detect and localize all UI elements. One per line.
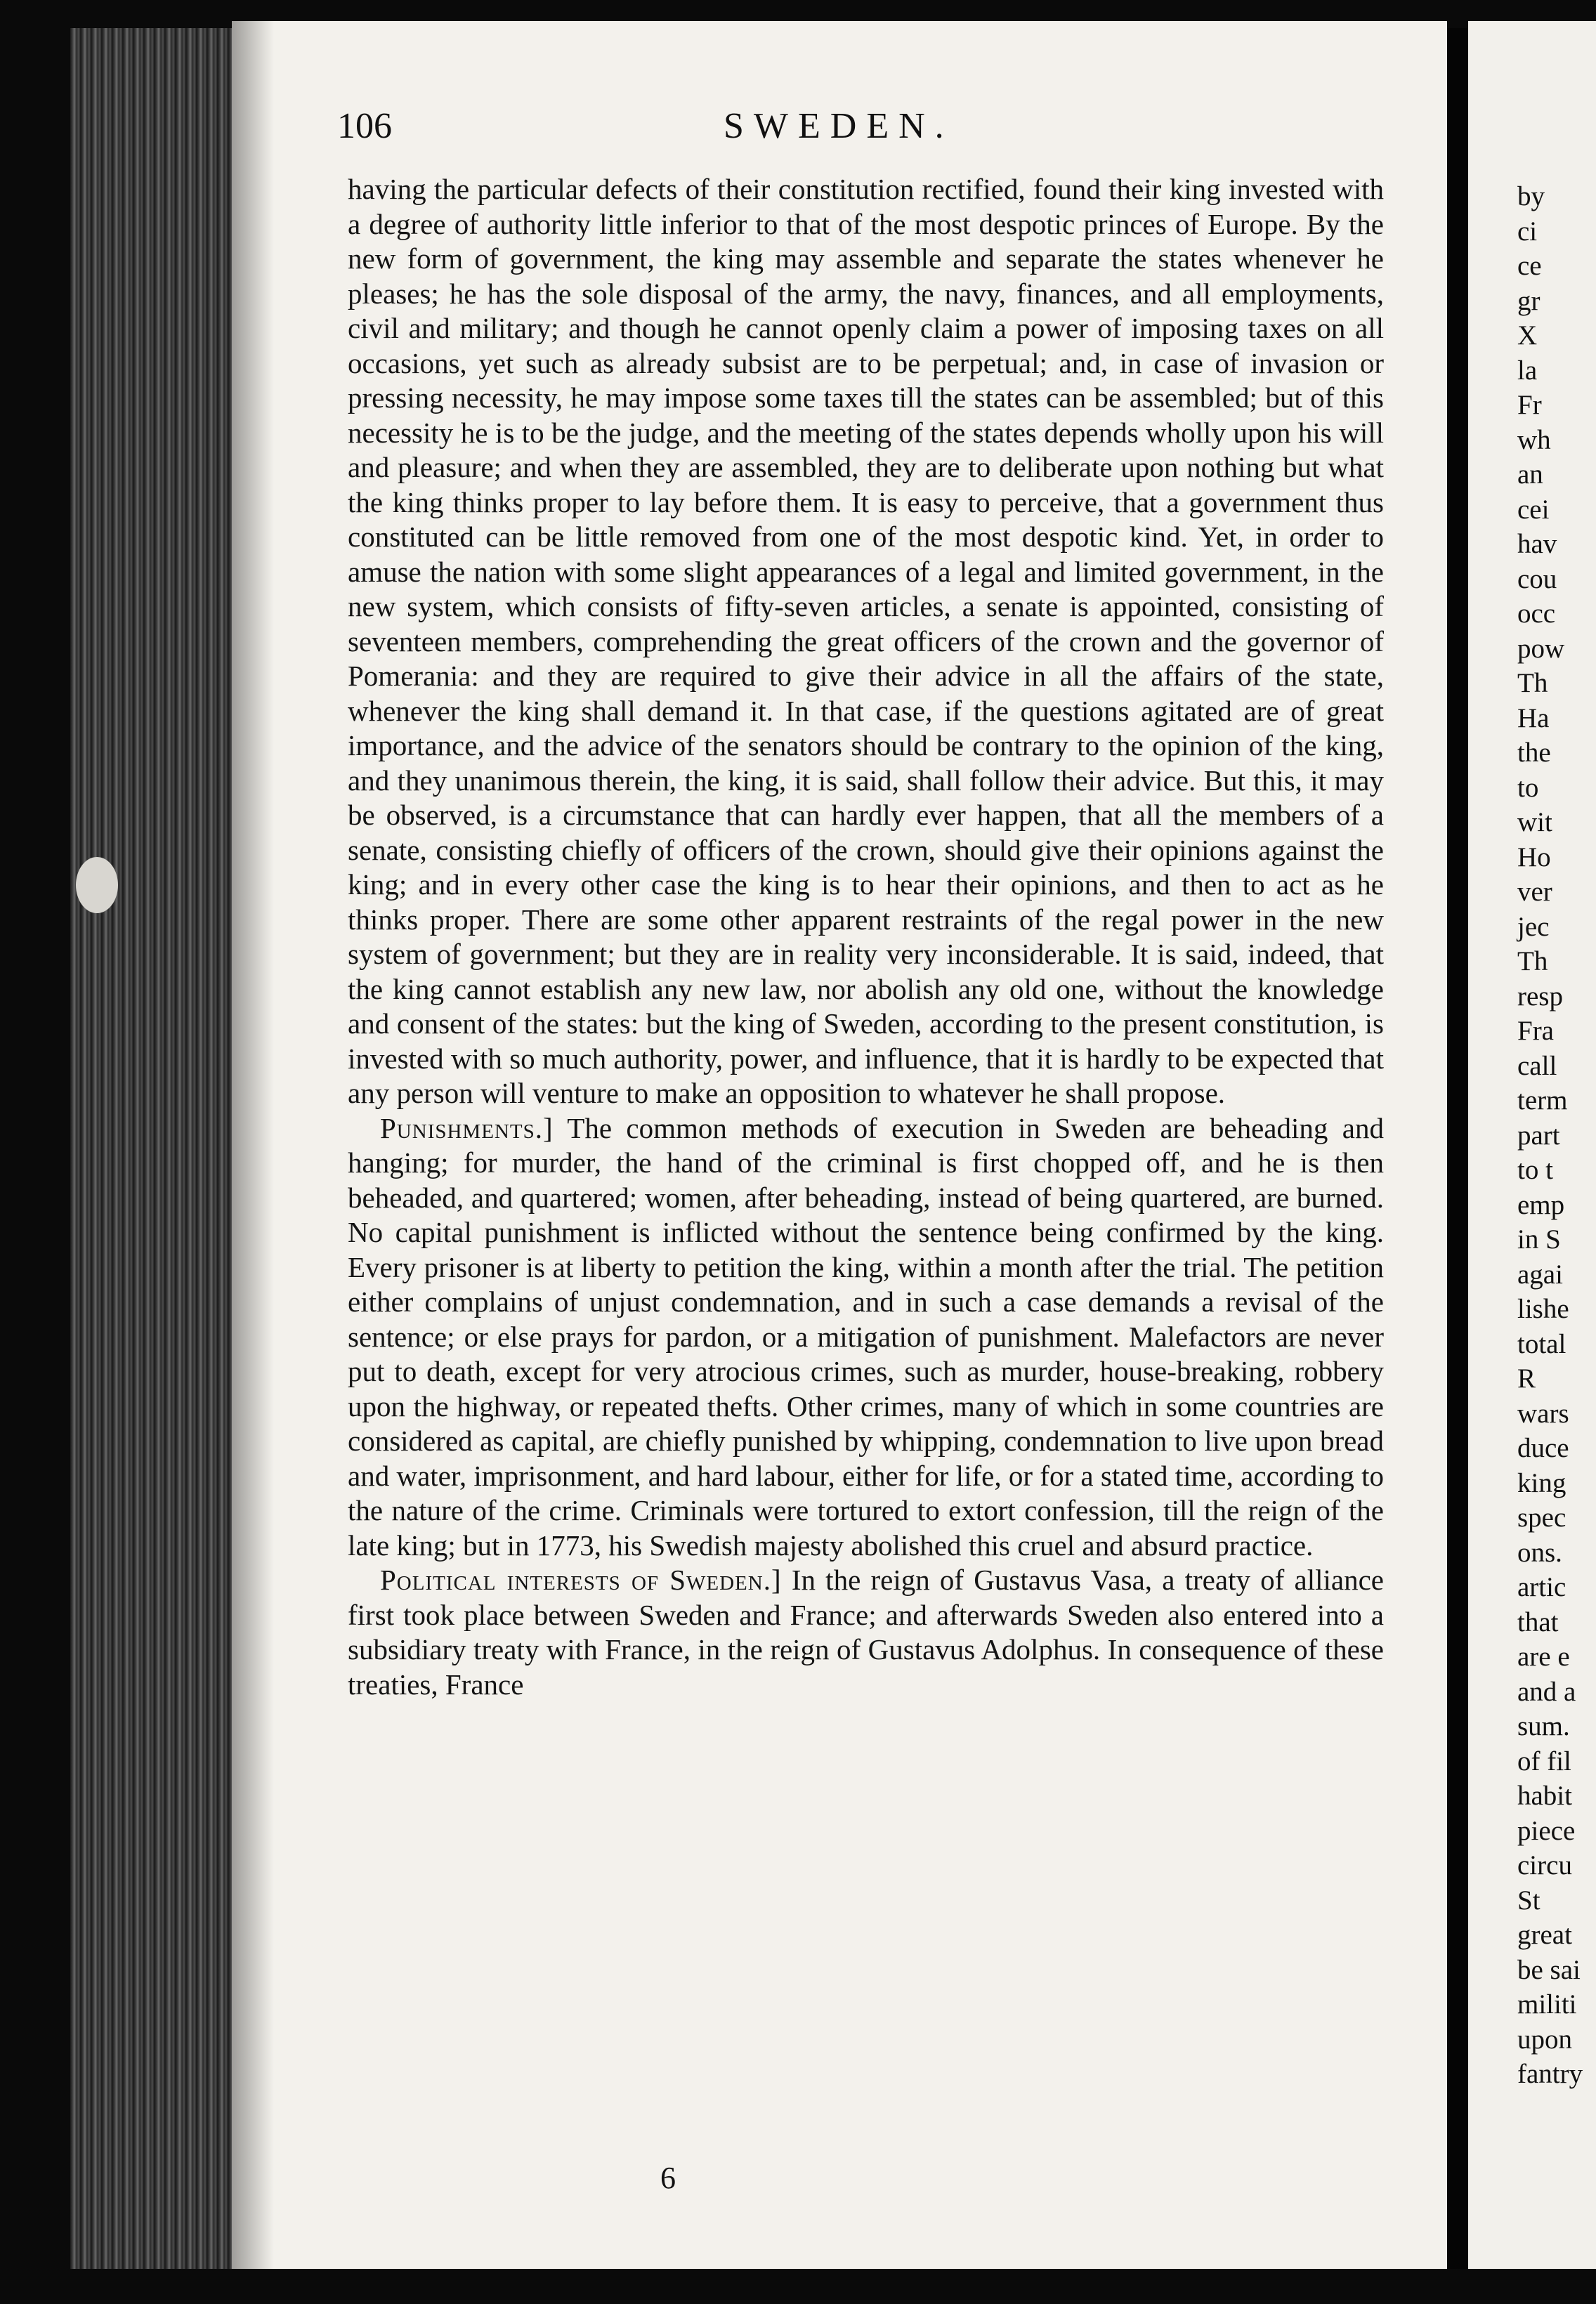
facing-page-edge (1468, 21, 1596, 2269)
page-binding-shadow (232, 21, 274, 2269)
facing-page-fragment: term (1517, 1085, 1568, 1115)
facing-page-fragment: Ha (1517, 702, 1550, 733)
facing-page-fragment: St (1517, 1885, 1541, 1916)
facing-page-fragment: of fil (1517, 1746, 1571, 1776)
facing-page-fragment: ce (1517, 251, 1542, 281)
facing-page-fragment: habit (1517, 1781, 1572, 1811)
facing-page-fragment: lishe (1517, 1294, 1569, 1324)
facing-page-fragment: wh (1517, 424, 1551, 455)
facing-page-fragment: wars (1517, 1398, 1569, 1429)
facing-page-fragment: part (1517, 1120, 1560, 1151)
facing-page-fragment: call (1517, 1050, 1557, 1081)
facing-page-fragment: Th (1517, 946, 1548, 976)
facing-page-fragment: great (1517, 1920, 1572, 1950)
facing-page-fragment: X (1517, 320, 1538, 351)
facing-page-fragment: resp (1517, 981, 1563, 1012)
facing-page-fragment: circu (1517, 1850, 1572, 1880)
facing-page-fragment: Ho (1517, 842, 1551, 872)
book-spine-edge (70, 28, 246, 2269)
facing-page-fragment: to t (1517, 1155, 1553, 1185)
facing-page-fragment: ci (1517, 216, 1538, 247)
facing-page-fragment: pow (1517, 633, 1565, 664)
paragraph-constitution (348, 172, 1384, 1111)
facing-page-fragment: that (1517, 1606, 1559, 1637)
facing-page-fragment: fantry (1517, 2059, 1583, 2089)
facing-page-fragment: piece (1517, 1815, 1576, 1846)
facing-page-fragment: and a (1517, 1676, 1576, 1707)
facing-page-fragment: occ (1517, 598, 1556, 629)
facing-page-fragment: upon (1517, 2024, 1572, 2055)
page-header (337, 105, 1377, 162)
facing-page-fragment: total (1517, 1328, 1566, 1359)
facing-page-fragment: wit (1517, 807, 1552, 837)
paragraph-text: The common methods of execution in Sweden are beheading and hanging; for murder, the hand of the criminal is first chopped off, and he is then beheaded, and quartered; women, after beheading, instead of being quartered, are burned. No capital punishment is inflicted without the sentence being confirmed by the king. Every prisoner is at liberty to petition the king, within a month after the trial. The petition either complains of unjust condemnation, and in such a case demands a revisal of the sentence; or else prays for pardon, or a mitigation of punishment. Malefactors are never put to death, except for very atrocious crimes, such as murder, house-breaking, robbery upon the highway, or repeated thefts. Other crimes, many of which in some countries are considered as capital, are chiefly punished by whipping, condemnation to live upon bread and water, imprisonment, and hard labour, either for life, or for a stated time, according to the nature of the crime. Criminals were tortured to extort confession, till the reign of the late king; but in 1773, his Swedish majesty abolished this cruel and absurd practice. (348, 1111, 1384, 1562)
facing-page-fragment: duce (1517, 1433, 1569, 1463)
facing-page-fragment: by (1517, 181, 1545, 211)
facing-page-fragment: sum. (1517, 1711, 1570, 1741)
facing-page-fragment: gr (1517, 285, 1541, 316)
facing-page-fragment: jec (1517, 911, 1550, 942)
facing-page-fragment: spec (1517, 1503, 1566, 1533)
paragraph-punishments (348, 1111, 1384, 1564)
section-heading-punishments: Punishments.] (380, 1111, 554, 1144)
facing-page-fragment: agai (1517, 1259, 1563, 1290)
facing-page-fragment: an (1517, 459, 1543, 490)
page-gutter (1447, 28, 1468, 2269)
facing-page-fragment: ver (1517, 877, 1552, 907)
facing-page-fragment: la (1517, 355, 1538, 386)
section-heading-political-interests: Political interests of Sweden.] (380, 1564, 782, 1596)
running-head: SWEDEN. (724, 106, 954, 146)
facing-page-fragment: in S (1517, 1224, 1561, 1255)
facing-page-fragment: be sai (1517, 1954, 1581, 1985)
paragraph-text: having the particular defects of their constitution rectified, found their king invested with a degree of authority little inferior to that of the most despotic princes of Europe. By the new form of government, the king may assemble and separate the states whenever he pleases; he has the sole disposal of the army, the navy, finances, and all employments, civil and military; and though he cannot openly claim a power of imposing taxes on all occasions, yet such as already subsist are to be perpetual; and, in case of invasion or pressing necessity, he may impose some taxes till the states can be assembled; but of this necessity he is to be the judge, and the meeting of the states depends wholly upon his will and pleasure; and when they are assembled, they are to deliberate upon nothing but what the king thinks proper to lay before them. It is easy to perceive, that a government thus constituted can be little removed from one of the most despotic kind. Yet, in order to amuse the nation with some slight appearances of a legal and limited government, in the new system, which consists of fifty-seven articles, a senate is appointed, consisting of seventeen members, comprehending the great officers of the crown and the governor of Pomerania: and they are required to give their advice in all the affairs of the state, whenever the king shall demand it. In that case, if the questions agitated are of great importance, and the advice of the senators should be contrary to the opinion of the king, and they unanimous therein, the king, it is said, shall follow their advice. But this, it may be observed, is a circumstance that can hardly ever happen, that all the members of a senate, consisting chiefly of officers of the crown, should give their opinions against the king; and in every other case the king is to hear their opinions, and then to act as he thinks proper. There are some other apparent restraints of the regal power in the new system of government; but they are in reality very inconsiderable. It is said, indeed, that the king cannot establish any new law, nor abolish any old one, without the knowledge and consent of the states: but the king of Sweden, according to the present constitution, is invested with so much authority, power, and influence, that it is hardly to be expected that any person will venture to make an opposition to whatever he shall propose. (348, 173, 1384, 1109)
body-text (348, 172, 1384, 1702)
facing-page-fragment: are e (1517, 1642, 1570, 1672)
facing-page-fragment: militi (1517, 1989, 1577, 2020)
facing-page-fragment: cei (1517, 494, 1550, 525)
page-edge-stain (76, 857, 118, 913)
facing-page-fragment: emp (1517, 1189, 1565, 1220)
page-number: 106 (337, 106, 392, 146)
paragraph-political-interests (348, 1563, 1384, 1702)
facing-page-fragment: to (1517, 772, 1539, 803)
paragraph-text: In the reign of Gustavus Vasa, a treaty of alliance first took place between Sweden and France; and afterwards Sweden also entered into a subsidiary treaty with France, in the reign of Gustavus Adolphus. In consequence of these treaties, France (348, 1564, 1384, 1701)
facing-page-fragment: hav (1517, 529, 1557, 559)
facing-page-fragment: the (1517, 738, 1551, 768)
facing-page-fragment: Fr (1517, 390, 1542, 420)
signature-mark: 6 (660, 2161, 676, 2195)
facing-page-fragment: Th (1517, 668, 1548, 698)
facing-page-fragment: ons. (1517, 1537, 1562, 1568)
facing-page-fragment: cou (1517, 563, 1557, 594)
facing-page-fragment: Fra (1517, 1016, 1554, 1046)
facing-page-fragment: artic (1517, 1572, 1566, 1602)
facing-page-fragment: king (1517, 1467, 1566, 1498)
facing-page-fragment: R (1517, 1363, 1536, 1394)
